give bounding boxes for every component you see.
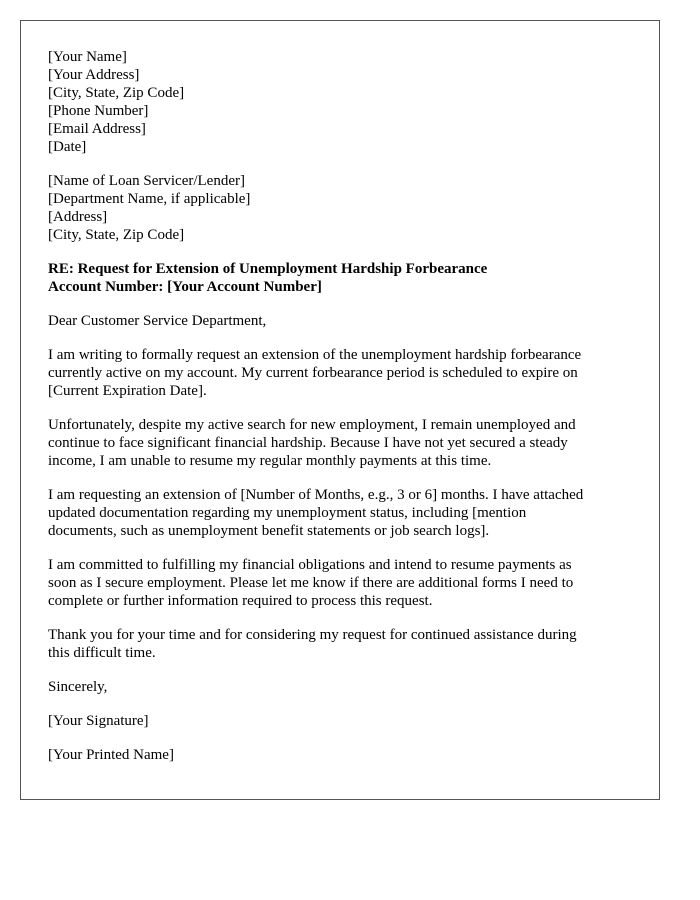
sender-email: [Email Address] — [48, 121, 146, 137]
sender-address-block — [48, 48, 640, 156]
body-paragraph — [48, 556, 640, 610]
paragraph-line: Thank you for your time and for considering my request for continued assistance during — [48, 627, 577, 643]
subject-block — [48, 260, 640, 296]
signature-placeholder: [Your Signature] — [48, 713, 149, 729]
recipient-name: [Name of Loan Servicer/Lender] — [48, 173, 245, 189]
sender-city-state-zip: [City, State, Zip Code] — [48, 85, 185, 101]
salutation-text: Dear Customer Service Department, — [48, 313, 267, 329]
body-paragraph — [48, 416, 640, 470]
printed-name-placeholder: [Your Printed Name] — [48, 747, 174, 763]
recipient-address: [Address] — [48, 209, 108, 225]
paragraph-line: soon as I secure employment. Please let me know if there are additional forms I need to — [48, 575, 574, 591]
paragraph-line: income, I am unable to resume my regular monthly payments at this time. — [48, 453, 492, 469]
paragraph-line: complete or further information required to process this request. — [48, 593, 433, 609]
printed-name-block — [48, 746, 640, 764]
recipient-department: [Department Name, if applicable] — [48, 191, 251, 207]
paragraph-line: continue to face significant financial hardship. Because I have not yet secured a steady — [48, 435, 568, 451]
paragraph-line: I am writing to formally request an extension of the unemployment hardship forbearance — [48, 347, 582, 363]
sender-address: [Your Address] — [48, 67, 140, 83]
paragraph-line: updated documentation regarding my unemployment status, including [mention — [48, 505, 527, 521]
valediction-text: Sincerely, — [48, 679, 108, 695]
paragraph-line: documents, such as unemployment benefit statements or job search logs]. — [48, 523, 490, 539]
paragraph-line: [Current Expiration Date]. — [48, 383, 207, 399]
sender-phone: [Phone Number] — [48, 103, 149, 119]
recipient-city-state-zip: [City, State, Zip Code] — [48, 227, 185, 243]
valediction — [48, 678, 640, 696]
paragraph-line: I am committed to fulfilling my financial obligations and intend to resume payments as — [48, 557, 572, 573]
body-paragraph — [48, 626, 640, 662]
letter-date: [Date] — [48, 139, 87, 155]
signature-block — [48, 712, 640, 730]
subject-account-line: Account Number: [Your Account Number] — [48, 279, 322, 295]
paragraph-line: I am requesting an extension of [Number of Months, e.g., 3 or 6] months. I have attached — [48, 487, 584, 503]
letter-body — [48, 48, 640, 764]
body-paragraph — [48, 486, 640, 540]
sender-name: [Your Name] — [48, 49, 127, 65]
body-paragraph — [48, 346, 640, 400]
paragraph-line: Unfortunately, despite my active search for new employment, I remain unemployed and — [48, 417, 576, 433]
paragraph-line: currently active on my account. My current forbearance period is scheduled to expire on — [48, 365, 578, 381]
paragraph-line: this difficult time. — [48, 645, 156, 661]
recipient-address-block — [48, 172, 640, 244]
subject-re-line: RE: Request for Extension of Unemployment Hardship Forbearance — [48, 261, 488, 277]
salutation — [48, 312, 640, 330]
